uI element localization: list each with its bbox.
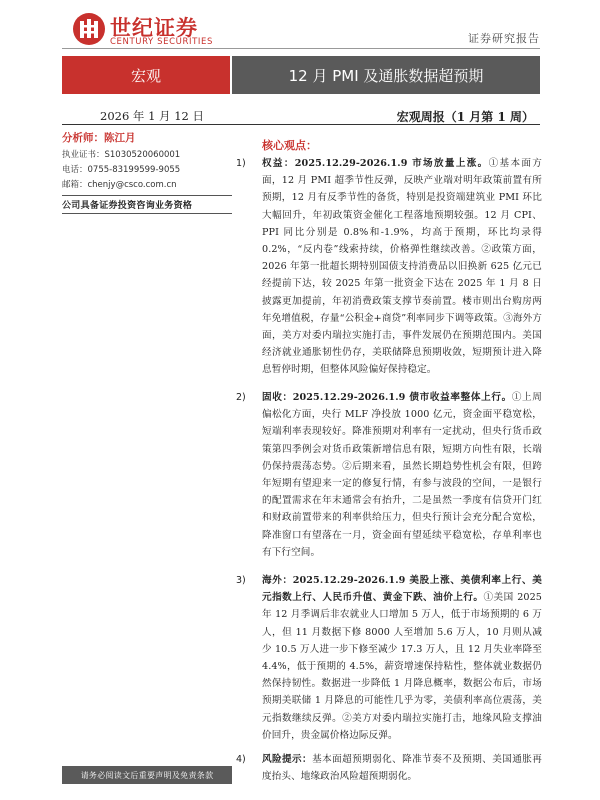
item-number: 3): [236, 575, 246, 586]
core-views-section: [236, 137, 540, 153]
item-text: ①美国 2025 年 12 月季调后非农就业人口增加 5 万人，低于市场预期的 6 万人，但 11 月数据下修 8000 人至增加 5.6 万人，10 月则从减少 10.5 万人进一步下修至减少 17.3 万人，且 12 月失业率降至 4.4%，低于预期的 4.5%，薪资增速保持粘性，整体就业数据仍然保持韧性。数据进一步降低 1 月降息概率，数据公布后，市场预期美联储 1 月降息的可能性几乎为零，美债利率高位震荡，美元指数继续反弹。②美方对委内瑞拉实施打击，地缘风险支撑油价回升，贵金属价格边际反弹。: [262, 592, 543, 741]
analyst-name: 分析师：陈江月: [62, 132, 136, 144]
section-title: 核心观点：: [262, 139, 317, 152]
company-logo: [72, 12, 242, 46]
report-subtitle: 宏观周报（1 月第 1 周）: [396, 110, 534, 124]
document-type: 证券研究报告: [468, 32, 540, 45]
list-item-equity: [236, 155, 542, 379]
item-lead: 固收：2025.12.29-2026.1.9 债市收益率整体上行。: [262, 392, 512, 403]
report-date: 2026 年 1 月 12 日: [100, 109, 204, 123]
category-label: 宏观: [62, 56, 230, 94]
report-title: 12 月 PMI 及通胀数据超预期: [232, 56, 540, 94]
qualification-statement: 公司具备证券投资咨询业务资格: [62, 195, 232, 214]
list-item-overseas: [236, 572, 542, 744]
logo-text-en: CENTURY SECURITIES: [110, 37, 213, 47]
analyst-license: 执业证书：S1030520060001: [62, 150, 181, 160]
item-text: ①上周偏松化方面，央行 MLF 净投放 1000 亿元，资金面平稳宽松，短端利率表现较好。降准预期对利率有一定扰动，但央行货币政策第四季例会对货币政策新增信息有限，短期方向性有限，长端仍保持震荡态势。②后期来看，虽然长期趋势性机会有限，但跨年短期有望迎来一定的修复行情，有参与波段的空间，一是银行的配置需求在年末通常会有抬升，二是虽然一季度有信贷开门红和财政前置带来的利率供给压力，但央行预计会充分配合宽松，降准窗口有望落在一月，资金面有望延续平稳宽松，存单利率也有下行空间。: [262, 392, 542, 558]
item-lead: 风险提示：: [262, 754, 313, 765]
analyst-phone: 电话：0755-83199599-9055: [62, 165, 181, 175]
century-securities-logo-icon: [72, 12, 106, 46]
header-divider: [62, 48, 540, 49]
title-banner: [62, 56, 540, 94]
analyst-sidebar: [62, 130, 232, 214]
item-lead: 海外：2025.12.29-2026.1.9 美股上涨、美债利率上行、美元指数上行、人民币升值、黄金下跌、油价上行。: [262, 575, 542, 604]
item-number: 1): [236, 158, 246, 169]
subtitle-divider: [62, 124, 540, 125]
list-item-fixed-income: [236, 389, 542, 561]
item-number: 4): [236, 754, 246, 765]
list-item-risk: [236, 751, 542, 785]
analyst-email[interactable]: 邮箱：chenjy@csco.com.cn: [62, 180, 177, 190]
item-text: ①基本面方面，12 月 PMI 超季节性反弹，反映产业端对明年政策前置有所预期，12 月有反季节性的备货，特别是投资端建筑业 PMI 环比大幅回升，年初政策资金催化工程落地预期较强。12 月 CPI、PPI 同比分别是 0.8%和-1.9%，均高于预期，环比均录得 0.2%，“反内卷”线索持续，价格弹性继续改善。②政策方面，2026 年第一批超长期特别国债支持消费品以旧换新 625 亿元已经提前下达，较 2025 年第一批资金下达在 2025 年 1 月 8 日披露更加提前，年初消费政策支撑节奏前置。楼市则出台购房两年免增值税，存量“公积金+商贷”利率同步下调等政策。③海外方面，美方对委内瑞拉实施打击，事件发展仍在预期范围内。美国经济就业通胀韧性仍存，美联储降息预期收敛，短期预计进入降息暂停时期，但整体风险偏好保持稳定。: [262, 158, 542, 376]
logo-text-cn: 世纪证券: [110, 16, 198, 40]
item-lead: 权益：2025.12.29-2026.1.9 市场放量上涨。: [262, 158, 489, 169]
item-number: 2): [236, 392, 246, 403]
item-text: 基本面超预期弱化、降准节奏不及预期、美国通胀再度抬头、地缘政治风险超预期弱化。: [262, 754, 542, 783]
footer-disclaimer: 请务必阅读文后重要声明及免责条款: [62, 766, 232, 784]
